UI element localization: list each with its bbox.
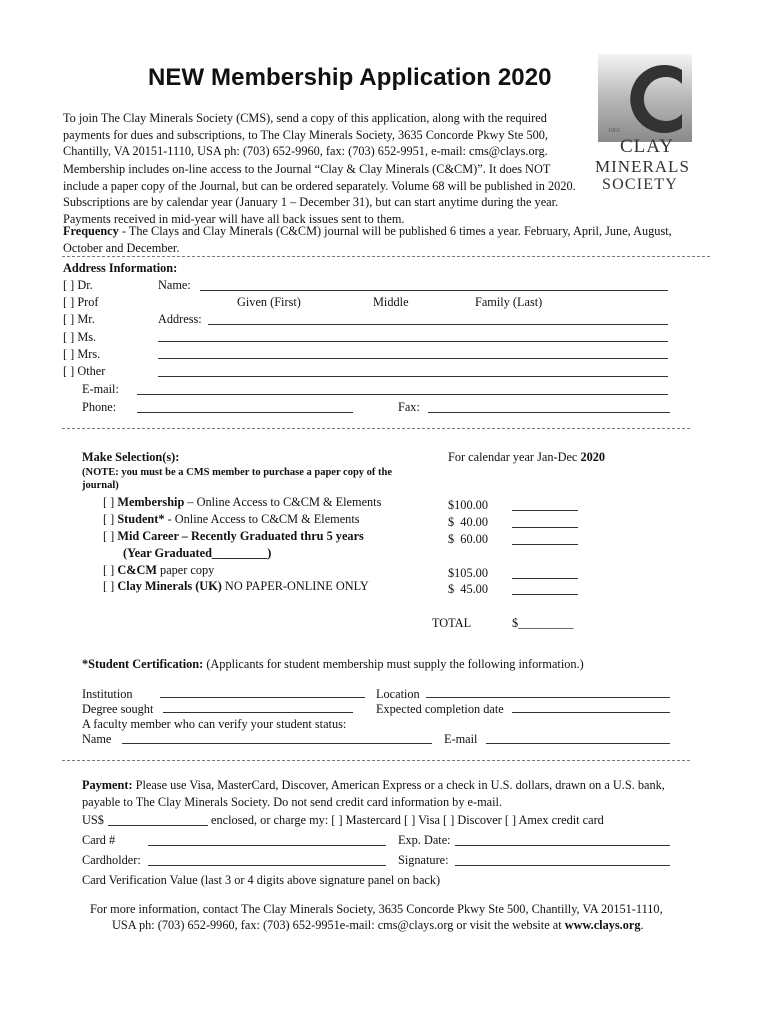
us-amount-label: US$ bbox=[82, 813, 104, 827]
website-link[interactable]: www.clays.org bbox=[564, 918, 641, 932]
amount-membership[interactable] bbox=[512, 510, 578, 511]
institution-label: Institution bbox=[82, 687, 133, 701]
option-student[interactable] bbox=[103, 512, 360, 527]
checkbox[interactable]: [ ] bbox=[103, 512, 118, 526]
title-option-mrs[interactable]: [ ] Mrs. bbox=[63, 347, 101, 361]
name-field[interactable] bbox=[200, 290, 668, 291]
option-desc: NO PAPER-ONLINE ONLY bbox=[221, 579, 369, 593]
us-amount-field[interactable] bbox=[108, 825, 208, 826]
given-name-caption: Given (First) bbox=[237, 295, 301, 309]
faculty-label: A faculty member who can verify your student status: bbox=[82, 717, 347, 731]
divider bbox=[62, 428, 690, 429]
frequency-label: Frequency bbox=[63, 224, 119, 238]
email-label: E-mail: bbox=[82, 382, 119, 396]
payment-paragraph bbox=[82, 777, 692, 810]
amount-ccm-paper[interactable] bbox=[512, 578, 578, 579]
phone-field[interactable] bbox=[137, 412, 353, 413]
phone-label: Phone: bbox=[82, 400, 117, 414]
title-option-dr[interactable]: [ ] Dr. bbox=[63, 278, 93, 292]
price-mid-career: $ 60.00 bbox=[448, 532, 488, 546]
intro-paragraph-1: To join The Clay Minerals Society (CMS), send a copy of this application, along with the required payments for dues and subscriptions, to The Clay Minerals Society, 3635 Concorde Pkwy Ste 500, Chantilly, VA 20151-1110, USA ph: (703) 652-9960, fax: (703) 652-9951, e-mail: cms@clays.org. bbox=[63, 111, 548, 158]
address-label: Address: bbox=[158, 312, 202, 326]
option-mid-career[interactable] bbox=[103, 529, 364, 544]
price-clay-minerals-uk: $ 45.00 bbox=[448, 582, 488, 596]
footer-contact: USA ph: (703) 652-9960, fax: (703) 652-9951e-mail: cms@clays.org or visit the website at bbox=[112, 918, 565, 932]
calendar-prefix: For calendar year Jan-Dec bbox=[448, 450, 581, 464]
address-field-3[interactable] bbox=[158, 358, 668, 359]
address-field-4[interactable] bbox=[158, 376, 668, 377]
price-ccm-paper: $105.00 bbox=[448, 566, 488, 580]
total-label: TOTAL bbox=[432, 616, 472, 630]
exp-date-label: Exp. Date: bbox=[398, 833, 451, 847]
clay-minerals-society-logo bbox=[590, 52, 700, 202]
year-graduated-field[interactable]: (Year Graduated_________) bbox=[123, 546, 272, 560]
divider bbox=[62, 760, 690, 761]
logo-line3: SOCIETY bbox=[602, 176, 678, 193]
exp-date-field[interactable] bbox=[455, 845, 670, 846]
option-name: C&CM bbox=[117, 563, 157, 577]
location-label: Location bbox=[376, 687, 420, 701]
checkbox[interactable]: [ ] bbox=[103, 579, 118, 593]
selection-heading: Make Selection(s): bbox=[82, 450, 180, 464]
option-name: Membership bbox=[117, 495, 185, 509]
location-field[interactable] bbox=[426, 697, 670, 698]
signature-label: Signature: bbox=[398, 853, 449, 867]
footer-line-1: For more information, contact The Clay Minerals Society, 3635 Concorde Pkwy Ste 500, Chantilly, VA 20151-1110, bbox=[90, 902, 663, 916]
card-number-field[interactable] bbox=[148, 845, 386, 846]
logo-year: 1963 bbox=[608, 128, 620, 134]
amount-mid-career[interactable] bbox=[512, 544, 578, 545]
total-field[interactable]: $_________ bbox=[512, 616, 574, 630]
faculty-email-label: E-mail bbox=[444, 732, 478, 746]
intro-paragraph-2: Membership includes on-line access to the Journal “Clay & Clay Minerals (C&CM)”. It does NOT include a paper copy of the Journal, but can be ordered separately. Volume 68 will be published in 2020. Subscriptions are by calendar year (January 1 – December 31), but can start anytime during the year. Payments received in mid-year will have all back issues sent to them. bbox=[63, 162, 576, 226]
frequency-paragraph bbox=[63, 223, 703, 256]
price-membership: $100.00 bbox=[448, 498, 488, 512]
option-ccm-paper[interactable] bbox=[103, 563, 214, 578]
middle-name-caption: Middle bbox=[373, 295, 409, 309]
option-desc: - Online Access to C&CM & Elements bbox=[164, 512, 360, 526]
option-name: Mid Career – Recently Graduated thru 5 years bbox=[117, 529, 364, 543]
price-student: $ 40.00 bbox=[448, 515, 488, 529]
fax-field[interactable] bbox=[428, 412, 670, 413]
cardholder-label: Cardholder: bbox=[82, 853, 141, 867]
amount-student[interactable] bbox=[512, 527, 578, 528]
option-name: Clay Minerals (UK) bbox=[117, 579, 222, 593]
calendar-year-text bbox=[448, 450, 605, 465]
divider bbox=[62, 256, 710, 257]
title-option-ms[interactable]: [ ] Ms. bbox=[63, 330, 97, 344]
completion-field[interactable] bbox=[512, 712, 670, 713]
degree-label: Degree sought bbox=[82, 702, 154, 716]
degree-field[interactable] bbox=[163, 712, 353, 713]
student-certification bbox=[82, 657, 584, 672]
frequency-text: - The Clays and Clay Minerals (C&CM) journal will be published 6 times a year. February, April, June, August, October and December. bbox=[63, 224, 672, 255]
cvv-label: Card Verification Value (last 3 or 4 digits above signature panel on back) bbox=[82, 873, 441, 887]
amount-clay-minerals-uk[interactable] bbox=[512, 594, 578, 595]
charge-options[interactable]: enclosed, or charge my: [ ] Mastercard [ ] Visa [ ] Discover [ ] Amex credit card bbox=[211, 813, 604, 827]
footer-period: . bbox=[640, 918, 644, 932]
name-label: Name: bbox=[158, 278, 191, 292]
option-desc: – Online Access to C&CM & Elements bbox=[184, 495, 382, 509]
selection-note: (NOTE: you must be a CMS member to purchase a paper copy of the journal) bbox=[82, 467, 393, 491]
family-name-caption: Family (Last) bbox=[475, 295, 543, 309]
student-cert-label: *Student Certification: bbox=[82, 657, 204, 671]
option-membership[interactable] bbox=[103, 495, 381, 510]
option-name: Student* bbox=[117, 512, 165, 526]
payment-label: Payment: bbox=[82, 778, 133, 792]
institution-field[interactable] bbox=[160, 697, 365, 698]
email-field[interactable] bbox=[137, 394, 668, 395]
checkbox[interactable]: [ ] bbox=[103, 495, 118, 509]
address-field-1[interactable] bbox=[208, 324, 668, 325]
title-option-prof[interactable]: [ ] Prof bbox=[63, 295, 99, 309]
signature-field[interactable] bbox=[455, 865, 670, 866]
address-field-2[interactable] bbox=[158, 341, 668, 342]
option-clay-minerals-uk[interactable] bbox=[103, 579, 369, 594]
option-desc: paper copy bbox=[156, 563, 215, 577]
faculty-name-field[interactable] bbox=[122, 743, 432, 744]
address-heading: Address Information: bbox=[63, 261, 178, 275]
title-option-other[interactable]: [ ] Other bbox=[63, 364, 106, 378]
logo-line2: MINERALS bbox=[595, 157, 690, 176]
completion-label: Expected completion date bbox=[376, 702, 504, 716]
footer-line-2 bbox=[112, 918, 644, 933]
payment-text: Please use Visa, MasterCard, Discover, American Express or a check in U.S. dollars, drawn on a U.S. bank, payable to The Clay Minerals Society. Do not send credit card information by e-mail. bbox=[82, 778, 665, 809]
title-option-mr[interactable]: [ ] Mr. bbox=[63, 312, 95, 326]
fax-label: Fax: bbox=[398, 400, 420, 414]
calendar-year: 2020 bbox=[580, 450, 606, 464]
student-cert-text: (Applicants for student membership must supply the following information.) bbox=[203, 657, 584, 671]
faculty-name-label: Name bbox=[82, 732, 112, 746]
cardholder-field[interactable] bbox=[148, 865, 386, 866]
logo-line1: CLAY bbox=[620, 136, 674, 157]
faculty-email-field[interactable] bbox=[486, 743, 670, 744]
card-number-label: Card # bbox=[82, 833, 116, 847]
page-title: NEW Membership Application 2020 bbox=[148, 64, 552, 91]
checkbox[interactable]: [ ] bbox=[103, 563, 118, 577]
checkbox[interactable]: [ ] bbox=[103, 529, 118, 543]
